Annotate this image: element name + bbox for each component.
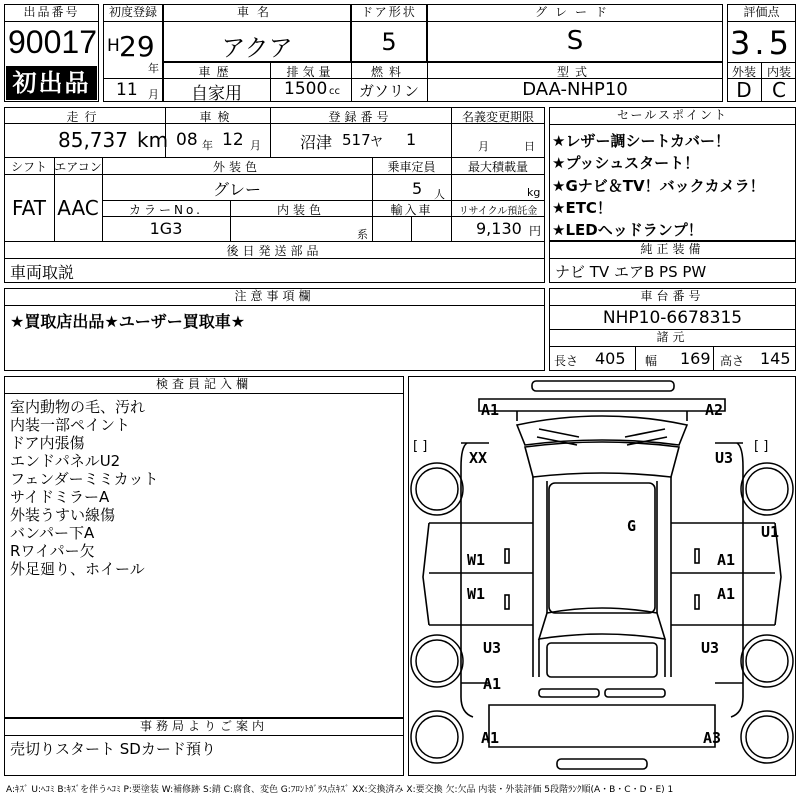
shift-label: シフト [10,160,47,174]
reg-month-unit: 月 [148,88,159,101]
inspection-month-unit: 月 [250,139,261,152]
history: 自家用 [191,84,242,104]
ext-color: グレー [212,180,261,199]
mark-a2-front-right: A2 [705,401,724,419]
recycle: 9,130 [476,219,522,238]
score: 3.5 [730,24,793,62]
history-label: 車歴 [198,65,235,79]
car-name-label: 車名 [163,4,351,22]
mileage-unit: km [137,128,169,152]
length: 405 [595,349,626,368]
inspector-line: バンパー下A [10,524,95,542]
height: 145 [760,349,791,368]
import-label: 輸入車 [390,203,433,217]
legend: A:ｷｽﾞ U:ﾍｺﾐ B:ｷｽﾞを伴うﾍｺﾐ P:要塗装 W:補修跡 S:錆 C:腐食、変色 G:ﾌﾛﾝﾄｶﾞﾗｽ点ｷｽﾞ XX:交換済み X:要交換 欠:欠品 内装・外装評価 5段階ﾗﾝｸ順(A・B・C・D・E) 1 [6,785,674,795]
sales-label: セールスポイント [549,107,796,125]
ext-color-label: 外装色 [212,160,261,174]
reg-area: 沼津 [300,133,333,152]
first-listing-badge: 初出品 [6,66,97,100]
seats-label: 乗車定員 [387,160,436,174]
mark-u1: U1 [761,523,780,541]
inspector-label: 検査員記入欄 [4,376,404,394]
chassis-label: 車台番号 [549,288,796,306]
seats: 5 [412,179,423,198]
grade-label: グレード [427,4,723,22]
mark-u3-right-rear: U3 [701,639,720,657]
notes: ★買取店出品★ユーザー買取車★ [10,312,246,331]
inspector-line: エンドパネルU2 [10,452,121,470]
color-no: 1G3 [149,219,183,238]
chassis-number: NHP10-6678315 [602,308,743,328]
bracket-left: [ ] [413,439,428,454]
inspector-line: フェンダーミミカット [10,470,159,488]
transfer-day: 日 [524,140,535,153]
shift: FAT [11,196,46,220]
dims-label: 諸元 [549,329,796,347]
displacement-unit: cc [329,86,340,97]
int-color-unit: 系 [357,228,368,241]
inspector-line: Rワイパー欠 [10,542,95,560]
displacement-label: 排気量 [286,65,335,79]
int-color-label: 内装色 [276,203,325,217]
reg-year-unit: 年 [148,62,159,75]
sales-point: ★Gナビ＆TV！バックカメラ！ [552,177,765,195]
inspector-line: 外足廻り、ホイール [10,560,145,578]
mark-xx: XX [469,449,488,467]
inspector-line: ドア内張傷 [10,434,85,452]
mark-w1-door2: W1 [467,585,486,603]
recycle-unit: 円 [529,224,542,238]
mark-w1-door1: W1 [467,551,486,569]
fuel: ガソリン [358,82,419,100]
inspector-line: 内装一部ペイント [10,416,131,434]
ac-label: エアコン [54,160,102,174]
inspector-line: サイドミラーA [10,488,110,506]
transfer-label: 名義変更期限 [461,110,534,124]
color-no-label: カラーNo. [129,203,203,217]
inspector-line: 室内動物の毛、汚れ [10,398,146,416]
load-label: 最大積載量 [467,160,528,174]
car-outline-diagram [409,377,795,775]
reg-kana: ヤ [370,135,384,150]
inspection-month: 12 [222,130,244,150]
sales-point: ★LEDヘッドランプ！ [552,221,703,239]
mileage-label: 走行 [66,110,103,124]
length-label: 長さ [554,354,579,368]
interior-label: 内装 [766,65,791,79]
sales-point: ★ETC！ [552,199,612,217]
mark-a1-door1: A1 [717,551,736,569]
equipment: ナビ TV エアB PS PW [555,263,707,281]
sales-point: ★プッシュスタート！ [552,154,700,172]
mileage: 85,737 [58,128,128,152]
doors: 5 [381,28,397,56]
door-label: ドア形状 [351,4,427,22]
width: 169 [680,349,711,368]
height-label: 高さ [720,354,745,368]
inspector-line: 外装うすい線傷 [10,506,116,524]
load-unit: kg [527,186,541,199]
mark-a1-front-left: A1 [481,401,500,419]
equipment-label: 純正装備 [549,241,796,259]
lot-number: 90017 [8,24,97,60]
reg-class: 517 [342,131,371,149]
grade: S [566,26,584,56]
inspection-year-unit: 年 [202,139,213,152]
reg-number-label: 登録番号 [328,110,393,124]
exterior-label: 外装 [731,65,756,79]
model: DAA-NHP10 [522,79,628,100]
notes-label: 注意事項欄 [4,288,545,306]
office-note: 売切りスタート SDカード預り [10,740,216,758]
width-label: 幅 [645,354,658,368]
mark-u3-left-rear: U3 [483,639,502,657]
bracket-right: [ ] [754,439,769,454]
mark-a1-left-rear: A1 [483,675,502,693]
mark-a3-rear-bottom: A3 [703,729,722,747]
lot-label: 出品番号 [4,4,99,22]
transfer-month: 月 [478,140,489,153]
sales-point: ★レザー調シートカバー！ [552,132,730,150]
ac: AAC [57,196,99,220]
displacement: 1500 [284,79,328,99]
first-reg-label: 初度登録 [103,4,163,22]
inspection-label: 車検 [199,110,236,124]
later-parts-label: 後日発送部品 [226,244,323,258]
reg-num: 1 [406,130,417,149]
score-label: 評価点 [727,4,796,22]
car-diagram [408,376,796,776]
fuel-label: 燃料 [370,65,407,79]
era: H [107,36,120,56]
model-label: 型式 [556,65,593,79]
recycle-label: リサイクル預託金 [458,206,538,217]
reg-month: 11 [116,80,138,100]
mark-u3-right: U3 [715,449,734,467]
mark-g: G [627,517,637,535]
mark-a1-rear-bottom: A1 [481,729,500,747]
office-label: 事務局よりご案内 [4,718,404,736]
inspection-year: 08 [176,130,198,150]
car-name: アクア [221,34,293,62]
seats-unit: 人 [434,188,445,201]
reg-year: 29 [119,30,155,63]
interior-grade: C [772,78,786,102]
mark-a1-door2: A1 [717,585,736,603]
later-parts: 車両取説 [10,263,75,282]
exterior-grade: D [736,78,752,102]
